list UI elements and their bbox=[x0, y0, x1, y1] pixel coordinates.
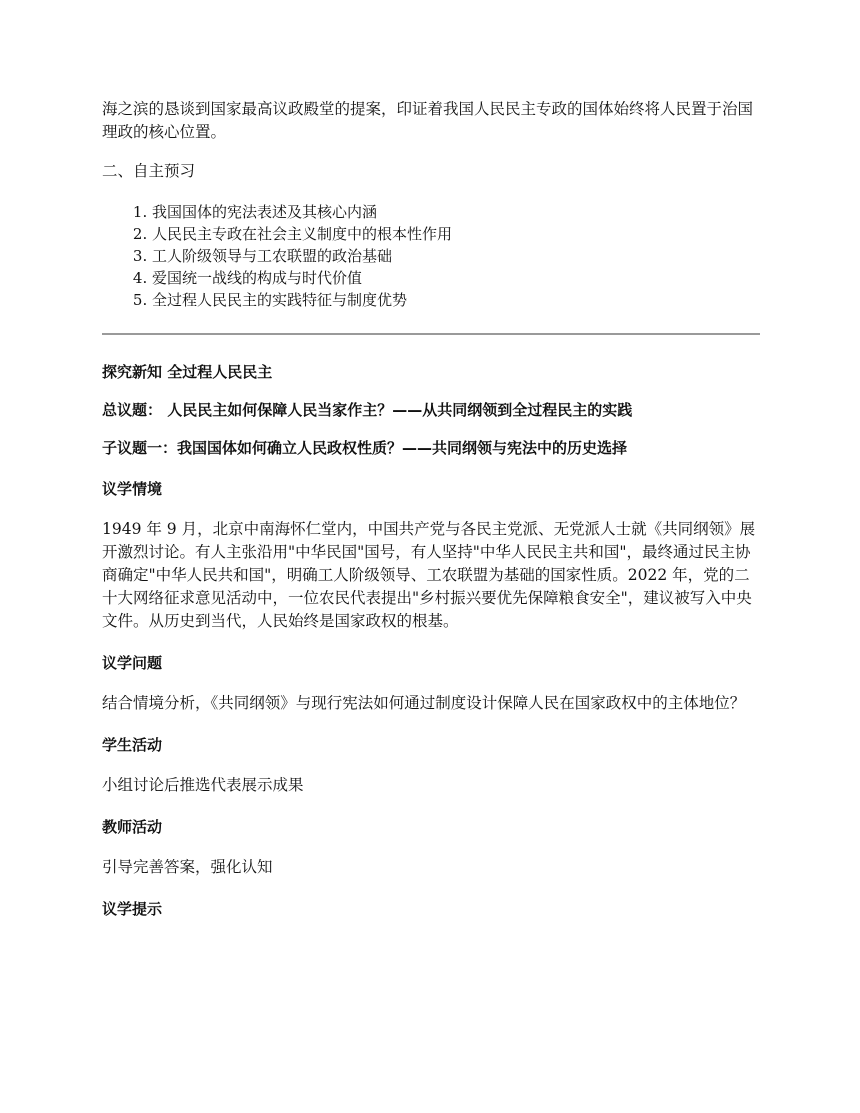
intro-paragraph: 海之滨的恳谈到国家最高议政殿堂的提案，印证着我国人民民主专政的国体始终将人民置于治国理政的核心位置。 bbox=[102, 100, 754, 141]
self-study-title: 二、自主预习 bbox=[102, 162, 196, 180]
list-item: 1. 我国国体的宪法表述及其核心内涵 bbox=[152, 201, 760, 223]
student-activity-heading: 学生活动 bbox=[102, 736, 163, 754]
student-activity-text: 小组讨论后推选代表展示成果 bbox=[102, 776, 304, 794]
document-page bbox=[102, 98, 760, 920]
section-divider bbox=[102, 333, 760, 335]
hint-heading: 议学提示 bbox=[102, 900, 163, 918]
question-heading: 议学问题 bbox=[102, 654, 163, 672]
main-topic-heading: 总议题： 人民民主如何保障人民当家作主？——从共同纲领到全过程民主的实践 bbox=[102, 401, 633, 419]
list-item: 3. 工人阶级领导与工农联盟的政治基础 bbox=[152, 245, 760, 267]
teacher-activity-heading: 教师活动 bbox=[102, 818, 163, 836]
teacher-activity-text: 引导完善答案，强化认知 bbox=[102, 858, 273, 876]
question-paragraph: 结合情境分析，《共同纲领》与现行宪法如何通过制度设计保障人民在国家政权中的主体地位？ bbox=[102, 694, 746, 712]
list-item: 5. 全过程人民民主的实践特征与制度优势 bbox=[152, 289, 760, 311]
sub-topic-heading: 子议题一：我国国体如何确立人民政权性质？——共同纲领与宪法中的历史选择 bbox=[102, 439, 628, 457]
situation-paragraph: 1949 年 9 月，北京中南海怀仁堂内，中国共产党与各民主党派、无党派人士就《共同纲领》展开激烈讨论。有人主张沿用"中华民国"国号，有人坚持"中华人民民主共和国"，最终通过民主协商确定"中华人民共和国"，明确工人阶级领导、工农联盟为基础的国家性质。2022 年，党的二十大网络征求意见活动中，一位农民代表提出"乡村振兴要优先保障粮食安全"，建议被写入中央文件。从历史到当代，人民始终是国家政权的根基。 bbox=[102, 520, 756, 630]
list-item: 4. 爱国统一战线的构成与时代价值 bbox=[152, 267, 760, 289]
situation-heading: 议学情境 bbox=[102, 480, 163, 498]
list-item: 2. 人民民主专政在社会主义制度中的根本性作用 bbox=[152, 223, 760, 245]
self-study-list bbox=[102, 201, 760, 311]
explore-title: 探究新知 全过程人民民主 bbox=[102, 363, 273, 381]
